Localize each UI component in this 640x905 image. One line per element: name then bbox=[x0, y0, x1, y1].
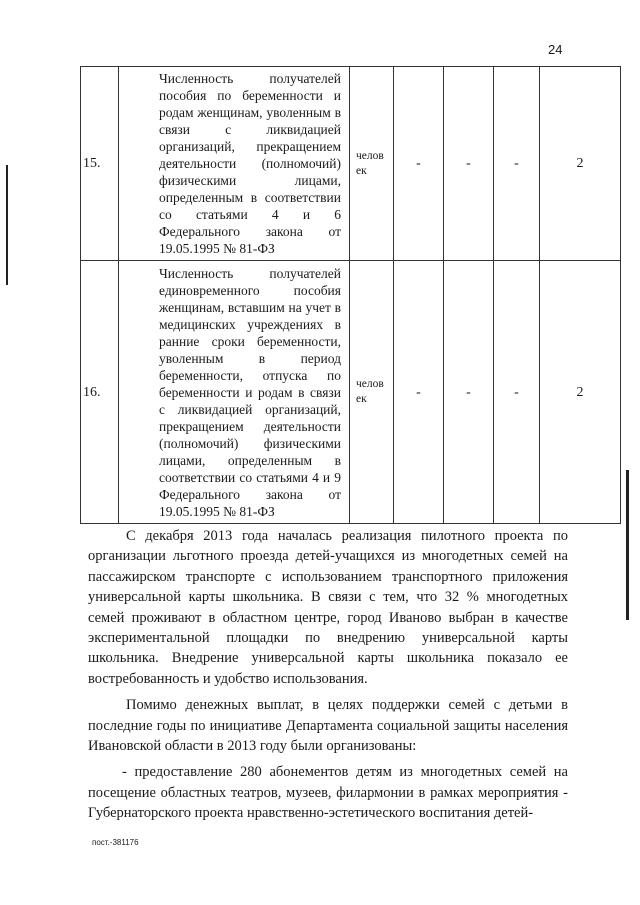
footer-code: пост.-381176 bbox=[92, 838, 139, 847]
row-description-text: Численность получателей единовременного пособия женщинам, вставшим на учет в медицинских учреждениях в ранние сроки беременности, уволенным в период беременности, отпуска по беременности и родам в связи с ликвидацией организаций, прекращением деятельности (полномочий) физическими лицами, определенным в соответствии со статьями 4 и 9 Федерального закона от bbox=[159, 265, 341, 502]
table-row bbox=[81, 67, 621, 261]
row-cell-1: - bbox=[394, 261, 444, 524]
row-description-text: Численность получателей пособия по беременности и родам женщинам, уволенным в связи с ликвидацией организаций, прекращением деятельности (полномочий) физическими лицами, определенным в соответствии со статьями 4 и 6 Федерального закона от bbox=[159, 71, 341, 239]
table-row bbox=[81, 261, 621, 524]
paragraph: Помимо денежных выплат, в целях поддержки семей с детьми в последние годы по инициативе Департамента социальной защиты населения Ивановской области в 2013 году были организованы: bbox=[88, 697, 568, 755]
paragraph: С декабря 2013 года началась реализация пилотного проекта по организации льготного проезда детей-учащихся из многодетных семей на пассажирском транспорте с использованием транспортного приложения универсальной карты школьника. В связи с тем, что 32 % многодетных семей проживают в областном центре, город Иваново выбран в качестве экспериментальной площадки по внедрению универсальной карты школьника. Внедрение универсальной карты школьника показало ее востребованность и удобство использования. bbox=[88, 528, 568, 687]
row-cell-1: - bbox=[394, 67, 444, 261]
row-description-end: 19.05.1995 № 81-ФЗ bbox=[159, 503, 275, 519]
row-number: 15. bbox=[81, 67, 119, 261]
page-number: 24 bbox=[548, 42, 563, 57]
row-description bbox=[119, 261, 350, 524]
row-unit: челов ек bbox=[350, 67, 394, 261]
row-cell-3: - bbox=[494, 261, 540, 524]
row-description-end: 19.05.1995 № 81-ФЗ bbox=[159, 241, 275, 256]
row-unit: челов ек bbox=[350, 261, 394, 524]
row-value: 2 bbox=[540, 67, 621, 261]
row-value: 2 bbox=[540, 261, 621, 524]
paragraph: - предоставление 280 абонементов детям из многодетных семей на посещение областных театров, музеев, филармонии в рамках мероприятия - Губернаторского проекта нравственно-эстетического воспитания детей- bbox=[88, 764, 568, 822]
body-text bbox=[88, 526, 568, 830]
row-cell-3: - bbox=[494, 67, 540, 261]
row-description bbox=[119, 67, 350, 261]
row-number: 16. bbox=[81, 261, 119, 524]
row-cell-2: - bbox=[444, 67, 494, 261]
row-cell-2: - bbox=[444, 261, 494, 524]
scan-edge-mark-left bbox=[6, 165, 8, 285]
statistics-table bbox=[80, 66, 621, 524]
scan-edge-mark-right bbox=[626, 470, 629, 620]
